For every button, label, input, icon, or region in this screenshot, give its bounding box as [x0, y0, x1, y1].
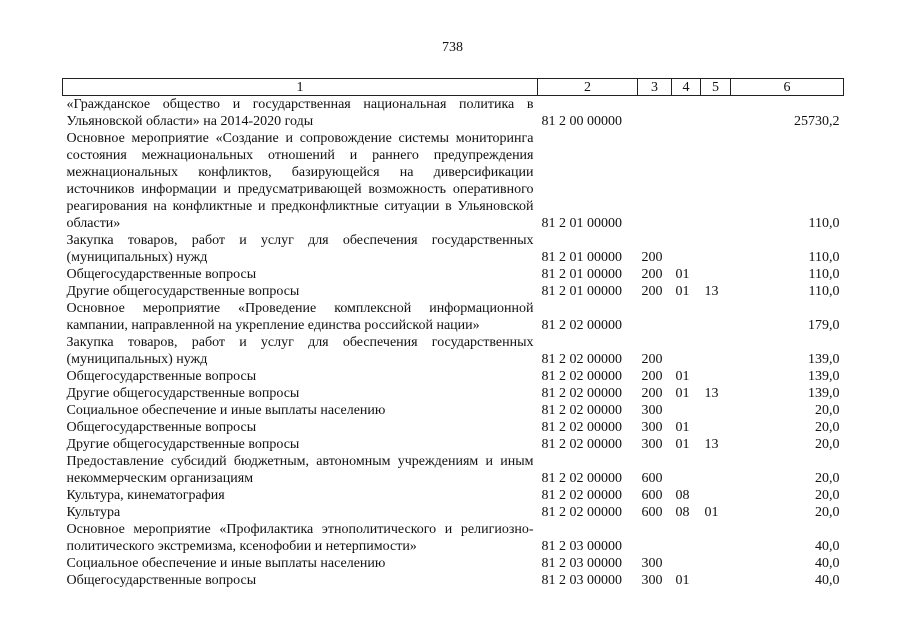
row-amount: 20,0: [815, 437, 840, 452]
row-description: Закупка товаров, работ и услуг для обеспечения государственных (муниципальных) нужд: [66, 233, 534, 265]
row-description: Культура, кинематография: [66, 488, 225, 503]
row-description: Другие общегосударственные вопросы: [66, 437, 300, 452]
table-row: [63, 334, 844, 368]
row-section: [672, 130, 701, 232]
row-section: 08: [675, 505, 690, 520]
row-target-code: 81 2 01 00000: [541, 284, 622, 299]
row-subsection: [701, 368, 731, 385]
row-description: Общегосударственные вопросы: [66, 369, 257, 384]
row-subsection: 13: [704, 437, 719, 452]
row-amount: 110,0: [808, 216, 840, 231]
row-target-code: 81 2 03 00000: [541, 556, 622, 571]
row-expense-type: 200: [641, 352, 663, 367]
row-expense-type: 600: [641, 471, 663, 486]
row-target-code: 81 2 02 00000: [541, 420, 622, 435]
row-amount: 110,0: [808, 267, 840, 282]
row-target-code: 81 2 03 00000: [541, 573, 622, 588]
row-amount: 40,0: [815, 539, 840, 554]
row-amount: 20,0: [815, 505, 840, 520]
table-header: [63, 79, 844, 96]
row-expense-type: 300: [641, 556, 663, 571]
row-expense-type: 200: [641, 369, 663, 384]
table-row: [63, 368, 844, 385]
row-target-code: 81 2 02 00000: [541, 505, 622, 520]
row-amount: 20,0: [815, 420, 840, 435]
row-amount: 139,0: [808, 386, 840, 401]
table-row: [63, 402, 844, 419]
row-description: Общегосударственные вопросы: [66, 420, 257, 435]
row-section: 01: [675, 420, 690, 435]
row-amount: 20,0: [815, 471, 840, 486]
row-subsection: [701, 334, 731, 368]
row-expense-type: 600: [641, 505, 663, 520]
table-row: [63, 504, 844, 521]
row-section: [672, 96, 701, 131]
table-row: [63, 487, 844, 504]
table-row: [63, 232, 844, 266]
row-expense-type: 600: [641, 488, 663, 503]
row-subsection: [701, 419, 731, 436]
row-expense-type: [638, 130, 672, 232]
row-description: Другие общегосударственные вопросы: [66, 284, 300, 299]
row-subsection: 13: [704, 284, 719, 299]
row-description: Социальное обеспечение и иные выплаты населению: [66, 556, 386, 571]
row-section: [672, 521, 701, 555]
page-number: 738: [442, 40, 463, 55]
row-description: Культура: [66, 505, 121, 520]
row-section: 01: [675, 369, 690, 384]
header-col-6: 6: [731, 79, 844, 96]
row-subsection: [701, 453, 731, 487]
row-section: [672, 300, 701, 334]
header-col-4: 4: [672, 79, 701, 96]
row-subsection: [701, 402, 731, 419]
header-col-2: 2: [538, 79, 638, 96]
row-target-code: 81 2 02 00000: [541, 318, 622, 333]
table-row: [63, 266, 844, 283]
row-description: Социальное обеспечение и иные выплаты населению: [66, 403, 386, 418]
row-amount: 25730,2: [794, 114, 840, 129]
row-section: 01: [675, 573, 690, 588]
row-section: 01: [675, 386, 690, 401]
row-section: [672, 402, 701, 419]
table-body: [63, 96, 844, 590]
table-row: [63, 436, 844, 453]
row-subsection: 01: [704, 505, 719, 520]
row-amount: 40,0: [815, 573, 840, 588]
row-description: Другие общегосударственные вопросы: [66, 386, 300, 401]
table-row: [63, 453, 844, 487]
row-target-code: 81 2 02 00000: [541, 386, 622, 401]
row-subsection: [701, 487, 731, 504]
table-row: [63, 300, 844, 334]
row-target-code: 81 2 02 00000: [541, 488, 622, 503]
row-target-code: 81 2 02 00000: [541, 403, 622, 418]
row-amount: 139,0: [808, 352, 840, 367]
row-subsection: [701, 266, 731, 283]
row-expense-type: 300: [641, 573, 663, 588]
row-expense-type: 200: [641, 386, 663, 401]
row-description: Основное мероприятие «Профилактика этнополитического и религиозно-политического экстремизма, ксенофобии и нетерпимости»: [66, 522, 534, 554]
row-subsection: [701, 96, 731, 131]
table-row: [63, 521, 844, 555]
header-col-5: 5: [701, 79, 731, 96]
row-amount: 20,0: [815, 488, 840, 503]
table-row: [63, 572, 844, 589]
row-amount: 179,0: [808, 318, 840, 333]
row-amount: 40,0: [815, 556, 840, 571]
row-amount: 110,0: [808, 250, 840, 265]
row-section: [672, 453, 701, 487]
row-target-code: 81 2 01 00000: [541, 267, 622, 282]
row-amount: 20,0: [815, 403, 840, 418]
row-expense-type: [638, 521, 672, 555]
header-col-1: 1: [63, 79, 538, 96]
row-target-code: 81 2 02 00000: [541, 369, 622, 384]
row-section: 01: [675, 437, 690, 452]
row-section: [672, 232, 701, 266]
row-description: Основное мероприятие «Создание и сопровождение системы мониторинга состояния межнациональных отношений и раннего предупреждения межнациональных конфликтов, базирующейся на диверсификации источников информации и предусматривающей возможность оперативного реагирования на конфликтные и предконфликтные ситуации в Ульяновской области»: [66, 131, 534, 231]
row-subsection: [701, 572, 731, 589]
table-row: [63, 419, 844, 436]
row-target-code: 81 2 01 00000: [541, 216, 622, 231]
row-description: Предоставление субсидий бюджетным, автономным учреждениям и иным некоммерческим организациям: [66, 454, 534, 486]
row-expense-type: [638, 96, 672, 131]
row-subsection: [701, 232, 731, 266]
row-expense-type: 300: [641, 420, 663, 435]
row-amount: 139,0: [808, 369, 840, 384]
row-expense-type: 200: [641, 267, 663, 282]
row-description: Общегосударственные вопросы: [66, 573, 257, 588]
row-subsection: [701, 555, 731, 572]
row-description: Закупка товаров, работ и услуг для обеспечения государственных (муниципальных) нужд: [66, 335, 534, 367]
row-expense-type: [638, 300, 672, 334]
row-section: [672, 555, 701, 572]
row-subsection: 13: [704, 386, 719, 401]
row-section: 01: [675, 267, 690, 282]
row-expense-type: 200: [641, 250, 663, 265]
row-section: 01: [675, 284, 690, 299]
row-description: «Гражданское общество и государственная национальная политика в Ульяновской области» на 2014-2020 годы: [66, 97, 534, 129]
row-target-code: 81 2 02 00000: [541, 352, 622, 367]
table-row: [63, 96, 844, 131]
row-expense-type: 300: [641, 403, 663, 418]
row-target-code: 81 2 03 00000: [541, 539, 622, 554]
row-subsection: [701, 521, 731, 555]
table-row: [63, 130, 844, 232]
table-row: [63, 283, 844, 300]
table-row: [63, 555, 844, 572]
table-row: [63, 385, 844, 402]
row-description: Общегосударственные вопросы: [66, 267, 257, 282]
row-section: 08: [675, 488, 690, 503]
row-description: Основное мероприятие «Проведение комплексной информационной кампании, направленной на укрепление единства российской нации»: [66, 301, 534, 333]
row-expense-type: 300: [641, 437, 663, 452]
row-amount: 110,0: [808, 284, 840, 299]
row-target-code: 81 2 02 00000: [541, 437, 622, 452]
header-col-3: 3: [638, 79, 672, 96]
row-subsection: [701, 300, 731, 334]
row-target-code: 81 2 02 00000: [541, 471, 622, 486]
row-subsection: [701, 130, 731, 232]
row-target-code: 81 2 00 00000: [541, 114, 622, 129]
budget-table: [62, 78, 844, 589]
row-expense-type: 200: [641, 284, 663, 299]
row-section: [672, 334, 701, 368]
row-target-code: 81 2 01 00000: [541, 250, 622, 265]
